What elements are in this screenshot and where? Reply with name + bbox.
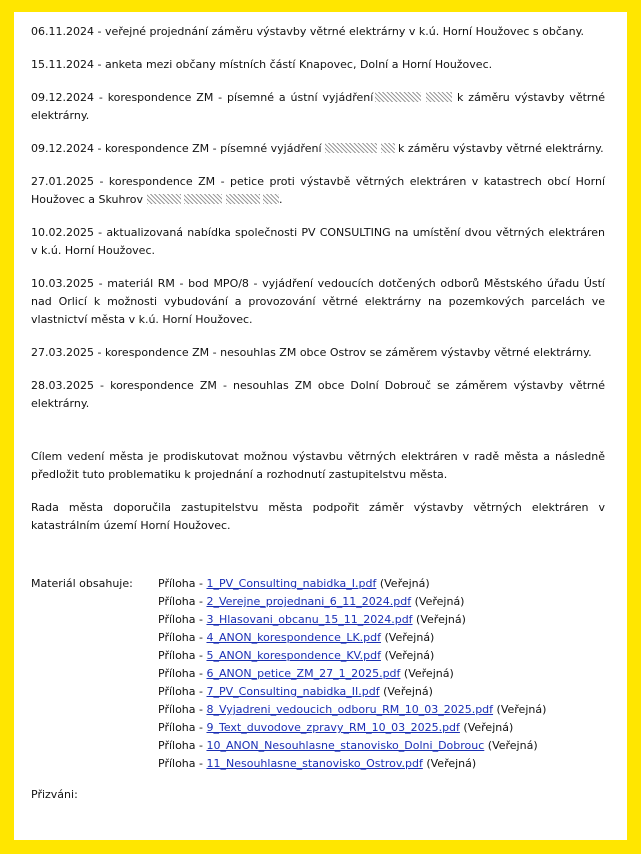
attachments-list <box>158 575 546 773</box>
entry-correspondence-written-oral: 09.12.2024 - korespondence ZM - písemné a ústní vyjádření k záměru výstavby větrné elektrárny. <box>31 91 605 122</box>
attachments-section <box>31 575 605 773</box>
redacted-block <box>426 92 452 102</box>
entry-updated-offer: 10.02.2025 - aktualizovaná nabídka společnosti PV CONSULTING na umístění dvou větrných elektráren v k.ú. Horní Houžovec. <box>31 226 605 257</box>
entry-dolni-dobrouc-disagreement: 28.03.2025 - korespondence ZM - nesouhlas ZM obce Dolní Dobrouč se záměrem výstavby větrné elektrárny. <box>31 379 605 410</box>
attachment-item: Příloha - 11_Nesouhlasne_stanovisko_Ostrov.pdf (Veřejná) <box>158 757 477 770</box>
goal-paragraph: Cílem vedení města je prodiskutovat možnou výstavbu větrných elektráren v radě města a následně předložit tuto problematiku k projednání a rozhodnutí zastupitelstvu města. <box>31 450 605 481</box>
attachments-label: Materiál obsahuje: <box>31 577 133 590</box>
entry-citizen-survey: 15.11.2024 - anketa mezi občany místních částí Knapovec, Dolní a Horní Houžovec. <box>31 58 493 71</box>
attachment-link[interactable]: 3_Hlasovani_obcanu_15_11_2024.pdf <box>206 613 413 626</box>
invited-label: Přizváni: <box>31 788 78 801</box>
attachment-link[interactable]: 8_Vyjadreni_vedoucich_odboru_RM_10_03_2025.pdf <box>206 703 494 716</box>
entry-correspondence-written: 09.12.2024 - korespondence ZM - písemné vyjádření k záměru výstavby větrné elektrárny. <box>31 142 604 155</box>
redacted-block <box>263 194 279 204</box>
entry-public-hearing: 06.11.2024 - veřejné projednání záměru výstavby větrné elektrárny v k.ú. Horní Houžovec s občany. <box>31 25 585 38</box>
attachment-link[interactable]: 1_PV_Consulting_nabidka_I.pdf <box>206 577 377 590</box>
attachment-item: Příloha - 7_PV_Consulting_nabidka_II.pdf (Veřejná) <box>158 685 433 698</box>
attachment-item: Příloha - 8_Vyjadreni_vedoucich_odboru_RM_10_03_2025.pdf (Veřejná) <box>158 703 547 716</box>
attachment-link[interactable]: 6_ANON_petice_ZM_27_1_2025.pdf <box>206 667 401 680</box>
attachment-item: Příloha - 5_ANON_korespondence_KV.pdf (Veřejná) <box>158 649 435 662</box>
attachment-item: Příloha - 2_Verejne_projednani_6_11_2024.pdf (Veřejná) <box>158 595 465 608</box>
redacted-block <box>381 143 395 153</box>
attachment-link[interactable]: 10_ANON_Nesouhlasne_stanovisko_Dolni_Dobrouc <box>206 739 485 752</box>
redacted-block <box>184 194 222 204</box>
attachment-item: Příloha - 1_PV_Consulting_nabidka_I.pdf (Veřejná) <box>158 577 430 590</box>
spacer <box>31 428 605 448</box>
entry-petition: 27.01.2025 - korespondence ZM - petice proti výstavbě větrných elektráren v katastrech obcí Horní Houžovec a Skuhrov . <box>31 175 605 206</box>
redacted-block <box>375 92 421 102</box>
attachment-link[interactable]: 9_Text_duvodove_zpravy_RM_10_03_2025.pdf <box>206 721 460 734</box>
redacted-block <box>325 143 377 153</box>
attachment-link[interactable]: 2_Verejne_projednani_6_11_2024.pdf <box>206 595 412 608</box>
redacted-block <box>226 194 260 204</box>
recommendation-paragraph: Rada města doporučila zastupitelstvu města podpořit záměr výstavby větrných elektráren v katastrálním území Horní Houžovec. <box>31 501 605 532</box>
attachment-link[interactable]: 11_Nesouhlasne_stanovisko_Ostrov.pdf <box>206 757 423 770</box>
attachment-item: Příloha - 6_ANON_petice_ZM_27_1_2025.pdf (Veřejná) <box>158 667 454 680</box>
document-body <box>31 23 605 804</box>
attachment-link[interactable]: 5_ANON_korespondence_KV.pdf <box>206 649 381 662</box>
attachment-item: Příloha - 10_ANON_Nesouhlasne_stanovisko_Dolni_Dobrouc (Veřejná) <box>158 739 538 752</box>
redacted-block <box>147 194 181 204</box>
entry-rm-material: 10.03.2025 - materiál RM - bod MPO/8 - vyjádření vedoucích dotčených odborů Městského úřadu Ústí nad Orlicí k možnosti vybudování a provozování větrné elektrárny na pozemkových parcelách ve vlastnictví města v k.ú. Horní Houžovec. <box>31 277 605 326</box>
entry-ostrov-disagreement: 27.03.2025 - korespondence ZM - nesouhlas ZM obce Ostrov se záměrem výstavby větrné elektrárny. <box>31 346 592 359</box>
attachment-link[interactable]: 7_PV_Consulting_nabidka_II.pdf <box>206 685 380 698</box>
attachment-item: Příloha - 3_Hlasovani_obcanu_15_11_2024.pdf (Veřejná) <box>158 613 466 626</box>
attachment-item: Příloha - 4_ANON_korespondence_LK.pdf (Veřejná) <box>158 631 435 644</box>
attachment-item: Příloha - 9_Text_duvodove_zpravy_RM_10_03_2025.pdf (Veřejná) <box>158 721 514 734</box>
attachment-link[interactable]: 4_ANON_korespondence_LK.pdf <box>206 631 382 644</box>
